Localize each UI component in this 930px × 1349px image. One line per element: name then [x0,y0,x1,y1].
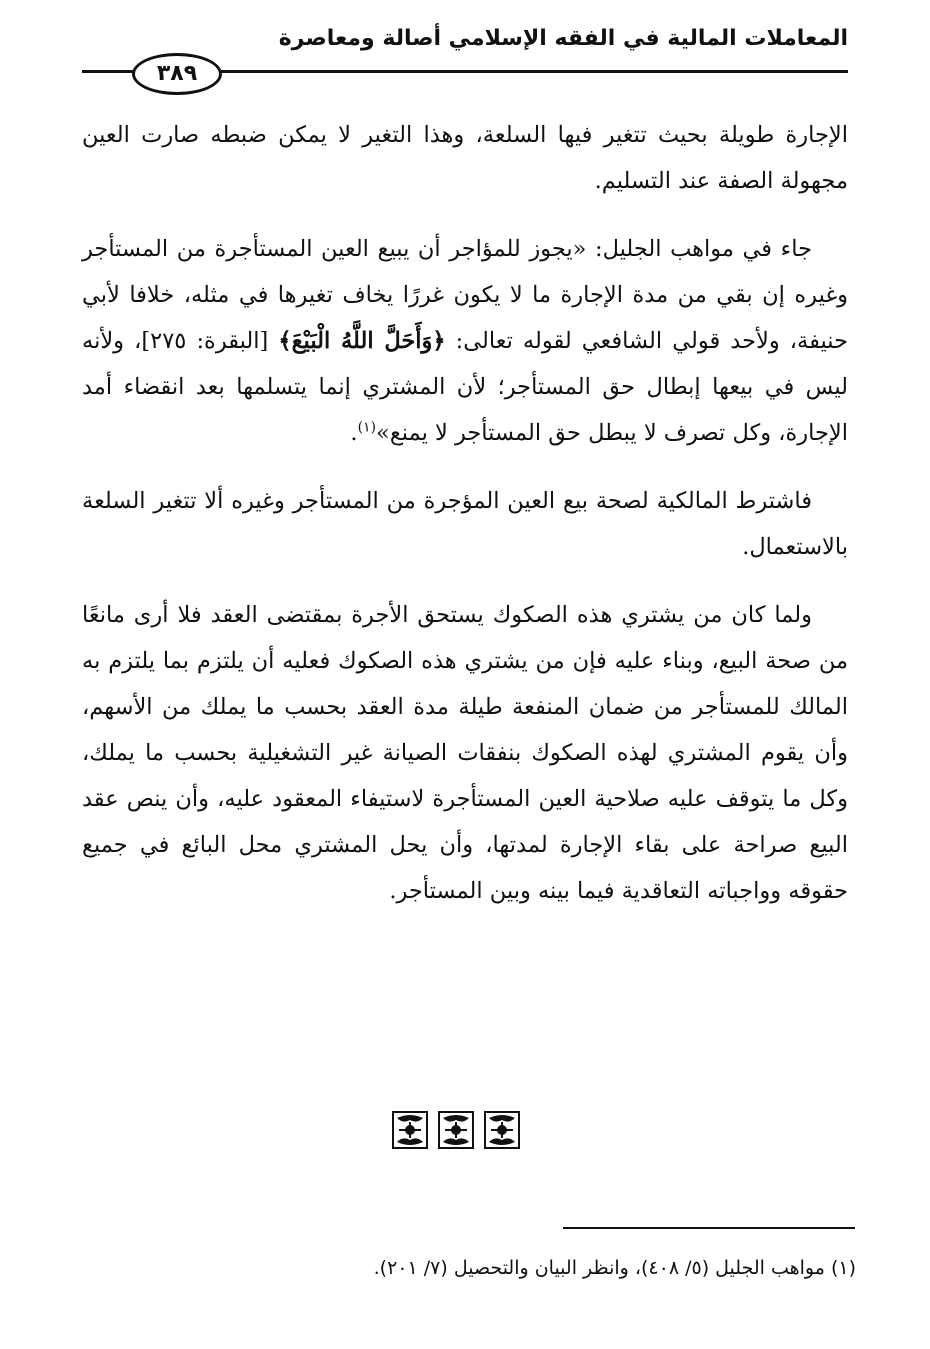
footnote-separator [563,1227,855,1229]
paragraph-3: فاشترط المالكية لصحة بيع العين المؤجرة من المستأجر وغيره ألا تتغير السلعة بالاستعمال. [82,488,848,560]
paragraph-2-text-b: [البقرة: ٢٧٥]، ولأنه ليس في بيعها إبطال حق المستأجر؛ لأن المشتري إنما يتسلمها بعد انقضاء أمد الإجارة، وكل تصرف لا يبطل حق المستأجر لا يمنع» [82,328,848,446]
quran-verse: ﴿وَأَحَلَّ اللَّهُ الْبَيْعَ﴾ [278,328,446,354]
footnote-1: (١) مواهب الجليل (٥/ ٤٠٨)، وانظر البيان والتحصيل (٧/ ٢٠١). [373,1257,856,1279]
paragraph-1: الإجارة طويلة بحيث تتغير فيها السلعة، وهذا التغير لا يمكن ضبطه صارت العين مجهولة الصفة عند التسليم. [82,122,848,194]
floral-ornament-icon [483,1110,521,1150]
paragraph-2-end: . [350,420,358,446]
running-header-title: المعاملات المالية في الفقه الإسلامي أصالة ومعاصرة [278,26,848,51]
floral-ornament-icon [391,1110,429,1150]
page-number: ٣٨٩ [132,53,222,95]
body-text [82,112,848,936]
paragraph-2-text-a: جاء في مواهب الجليل: «يجوز للمؤاجر أن يبيع العين المستأجرة من المستأجر وغيره إن بقي من مدة الإجارة ما لا يكون غررًا يخاف تغيرها في مثله، خلافا لأبي حنيفة، ولأحد قولي الشافعي لقوله تعالى: [82,236,848,354]
section-ornament [386,1110,526,1150]
paragraph-4: ولما كان من يشتري هذه الصكوك يستحق الأجرة بمقتضى العقد فلا أرى مانعًا من صحة البيع، وبناء عليه فإن من يشتري هذه الصكوك فعليه أن يلتزم بما يلتزم به المالك للمستأجر من ضمان المنفعة طيلة مدة العقد بحسب ما يملك من الأسهم، وأن يقوم المشتري لهذه الصكوك بنفقات الصيانة غير التشغيلية بحسب ما يملك، وكل ما يتوقف عليه صلاحية العين المستأجرة لاستيفاء المعقود عليه، وأن ينص عقد البيع صراحة على بقاء الإجارة لمدتها، وأن يحل المشتري محل البائع في جميع حقوقه وواجباته التعاقدية فيما بينه وبين المستأجر. [82,602,848,904]
footnote-reference[interactable]: (١) [357,419,377,436]
paragraph-2 [82,226,848,456]
floral-ornament-icon [437,1110,475,1150]
